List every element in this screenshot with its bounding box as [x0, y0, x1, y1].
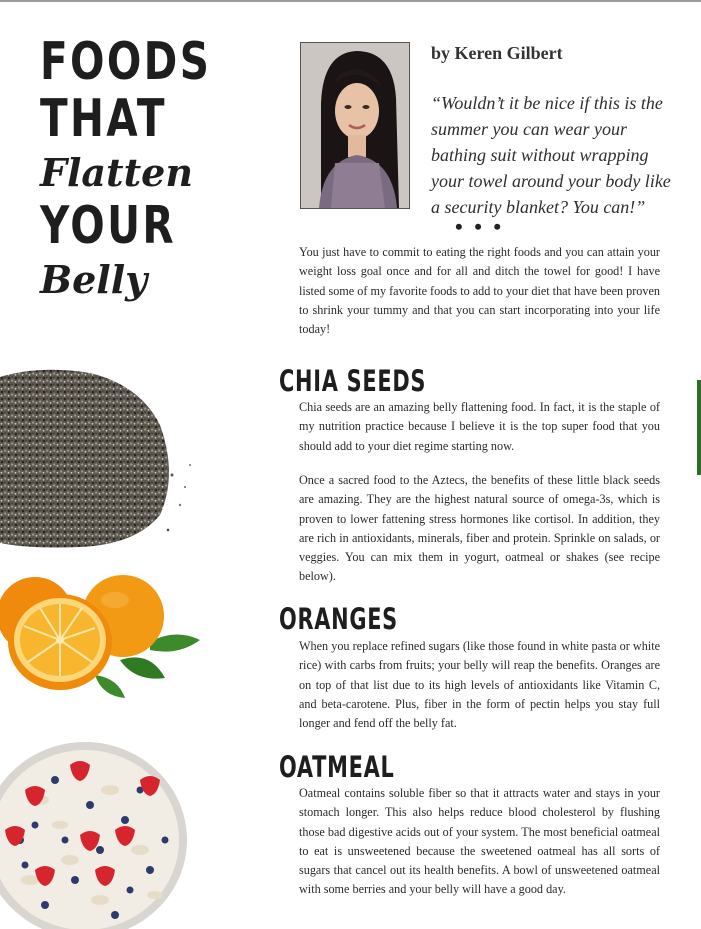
- intro-paragraph: You just have to commit to eating the right foods and you can attain your weight loss goal once and for all and ditch the towel for good! I have listed some of my favorite foods to add to your diet that have been proven to shrink your tummy and that you can start incorporating into your life today!: [299, 245, 660, 337]
- oranges-image: [0, 570, 205, 700]
- chia-seeds-image: [0, 355, 205, 555]
- section-heading-chia-seeds: CHIA SEEDS: [279, 364, 427, 398]
- section-heading-oatmeal: OATMEAL: [279, 750, 395, 784]
- oatmeal-paragraph: Oatmeal contains soluble fiber so that it attracts water and stays in your stomach longer. This also helps reduce blood cholesterol by flushing those bad digestive acids out of your system. The most beneficial oatmeal to eat is unsweetened because the sweetened oatmeal has all sorts of sugars that cancel out its health benefits. A bowl of unsweetened oatmeal with some berries and your belly will have a good day.: [299, 786, 660, 897]
- separator-dots: • • •: [455, 214, 505, 239]
- chia-paragraph-1: Chia seeds are an amazing belly flattening food. In fact, it is the staple of my nutrition practice because I believe it is the top super food that you should add to your diet regime starting now.: [299, 400, 660, 453]
- oranges-paragraph: When you replace refined sugars (like those found in white pasta or white rice) with carbs from fruits; your belly will reap the benefits. Oranges are on top of that list due to its high levels of antioxidants like Vitamin C, and beta-carotene. Plus, fiber in the form of pectin helps you stay full longer and fend off the belly fat.: [299, 639, 660, 731]
- author-byline: by Keren Gilbert: [431, 43, 563, 63]
- page-edge-accent: [697, 380, 701, 475]
- author-photo: [300, 42, 410, 209]
- section-heading-oranges: ORANGES: [279, 602, 398, 636]
- title-line-flatten: Flatten: [40, 150, 193, 195]
- oatmeal-bowl-image: [0, 730, 190, 929]
- title-line-your: YOUR: [40, 196, 176, 256]
- pull-quote: “Wouldn’t it be nice if this is the summer you can wear your bathing suit without wrapping your towel around your body like a security blanket? You can!”: [431, 93, 671, 217]
- title-line-foods: FOODS: [40, 32, 212, 92]
- title-line-that: THAT: [40, 89, 167, 149]
- chia-paragraph-2: Once a sacred food to the Aztecs, the benefits of these little black seeds are amazing. They are the highest natural source of omega-3s, which is proven to lower fattening stress hormones like cortisol. In addition, they are rich in antioxidants, minerals, fiber and protein. Sprinkle on salads, or veggies. You can mix them in yogurt, oatmeal or shakes (see recipe below).: [299, 473, 660, 584]
- title-line-belly: Belly: [40, 257, 148, 302]
- author-portrait-illustration: [301, 43, 409, 208]
- top-rule: [0, 0, 701, 2]
- article-title: [40, 34, 280, 305]
